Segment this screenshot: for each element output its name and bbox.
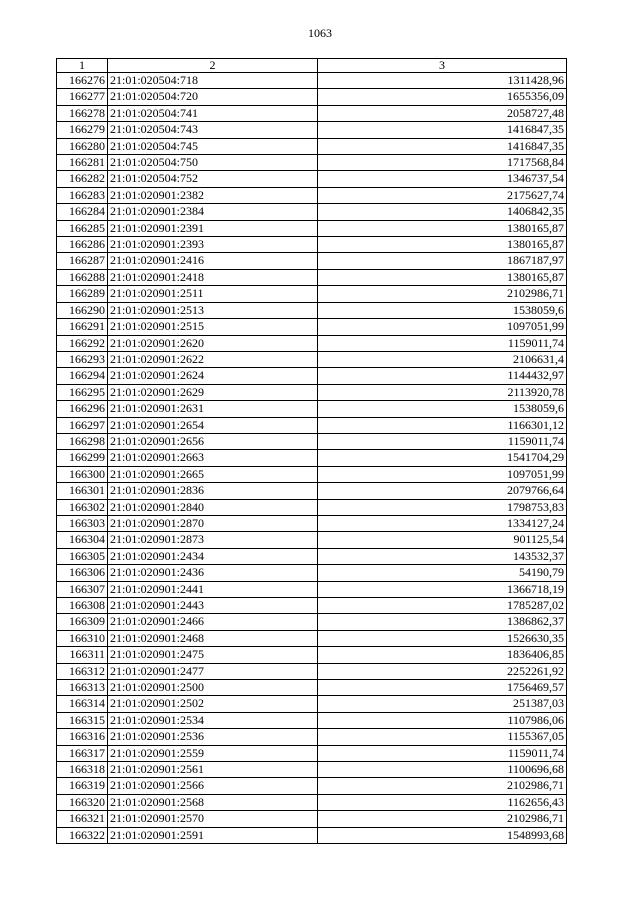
cadastral-number-cell: 21:01:020901:2434 bbox=[108, 548, 318, 564]
table-row bbox=[57, 827, 567, 843]
cadastral-number-cell: 21:01:020901:2466 bbox=[108, 614, 318, 630]
cadastral-value-cell: 1541704,29 bbox=[318, 450, 567, 466]
row-number-cell: 166302 bbox=[57, 499, 108, 515]
row-number-cell: 166310 bbox=[57, 630, 108, 646]
cadastral-value-cell: 2102986,71 bbox=[318, 286, 567, 302]
cadastral-number-cell: 21:01:020901:2393 bbox=[108, 237, 318, 253]
cadastral-value-cell: 2102986,71 bbox=[318, 811, 567, 827]
cadastral-number-cell: 21:01:020901:2418 bbox=[108, 269, 318, 285]
table-row bbox=[57, 351, 567, 367]
table-row bbox=[57, 155, 567, 171]
row-number-cell: 166293 bbox=[57, 351, 108, 367]
row-number-cell: 166292 bbox=[57, 335, 108, 351]
cadastral-number-cell: 21:01:020901:2441 bbox=[108, 581, 318, 597]
cadastral-value-cell: 1416847,35 bbox=[318, 122, 567, 138]
cadastral-number-cell: 21:01:020901:2656 bbox=[108, 433, 318, 449]
cadastral-value-cell: 1785287,02 bbox=[318, 598, 567, 614]
cadastral-value-cell: 1346737,54 bbox=[318, 171, 567, 187]
row-number-cell: 166281 bbox=[57, 155, 108, 171]
cadastral-value-cell: 1655356,09 bbox=[318, 89, 567, 105]
cadastral-value-cell: 1366718,19 bbox=[318, 581, 567, 597]
cadastral-number-cell: 21:01:020901:2665 bbox=[108, 466, 318, 482]
table-row bbox=[57, 565, 567, 581]
page-number: 1063 bbox=[308, 26, 332, 40]
cadastral-number-cell: 21:01:020901:2663 bbox=[108, 450, 318, 466]
table-row bbox=[57, 794, 567, 810]
row-number-cell: 166321 bbox=[57, 811, 108, 827]
table-row bbox=[57, 548, 567, 564]
cadastral-number-cell: 21:01:020504:750 bbox=[108, 155, 318, 171]
cadastral-value-cell: 1867187,97 bbox=[318, 253, 567, 269]
cadastral-value-cell: 2113920,78 bbox=[318, 384, 567, 400]
cadastral-value-cell: 2102986,71 bbox=[318, 778, 567, 794]
cadastral-number-cell: 21:01:020901:2443 bbox=[108, 598, 318, 614]
table-row bbox=[57, 680, 567, 696]
table-row bbox=[57, 614, 567, 630]
row-number-cell: 166296 bbox=[57, 401, 108, 417]
cadastral-number-cell: 21:01:020901:2873 bbox=[108, 532, 318, 548]
cadastral-value-cell: 901125,54 bbox=[318, 532, 567, 548]
table-row bbox=[57, 253, 567, 269]
table-row bbox=[57, 729, 567, 745]
row-number-cell: 166306 bbox=[57, 565, 108, 581]
row-number-cell: 166307 bbox=[57, 581, 108, 597]
cadastral-number-cell: 21:01:020901:2391 bbox=[108, 220, 318, 236]
table-row bbox=[57, 401, 567, 417]
cadastral-number-cell: 21:01:020504:741 bbox=[108, 105, 318, 121]
cadastral-value-cell: 2106631,4 bbox=[318, 351, 567, 367]
row-number-cell: 166283 bbox=[57, 187, 108, 203]
cadastral-value-cell: 1159011,74 bbox=[318, 745, 567, 761]
cadastral-value-cell: 2058727,48 bbox=[318, 105, 567, 121]
cadastral-value-cell: 1538059,6 bbox=[318, 401, 567, 417]
row-number-cell: 166305 bbox=[57, 548, 108, 564]
row-number-cell: 166308 bbox=[57, 598, 108, 614]
table-row bbox=[57, 171, 567, 187]
cadastral-number-cell: 21:01:020901:2382 bbox=[108, 187, 318, 203]
cadastral-number-cell: 21:01:020504:745 bbox=[108, 138, 318, 154]
row-number-cell: 166294 bbox=[57, 368, 108, 384]
row-number-cell: 166288 bbox=[57, 269, 108, 285]
cadastral-value-cell: 1798753,83 bbox=[318, 499, 567, 515]
cadastral-value-cell: 251387,03 bbox=[318, 696, 567, 712]
row-number-cell: 166284 bbox=[57, 204, 108, 220]
cadastral-value-cell: 1717568,84 bbox=[318, 155, 567, 171]
column-header-2: 2 bbox=[108, 59, 318, 73]
cadastral-value-cell: 1836406,85 bbox=[318, 647, 567, 663]
table-row bbox=[57, 515, 567, 531]
cadastral-number-cell: 21:01:020901:2631 bbox=[108, 401, 318, 417]
cadastral-value-cell: 1107986,06 bbox=[318, 712, 567, 728]
table-row bbox=[57, 368, 567, 384]
cadastral-value-cell: 2175627,74 bbox=[318, 187, 567, 203]
table-row bbox=[57, 417, 567, 433]
row-number-cell: 166295 bbox=[57, 384, 108, 400]
cadastral-number-cell: 21:01:020901:2622 bbox=[108, 351, 318, 367]
table-row bbox=[57, 532, 567, 548]
table-row bbox=[57, 204, 567, 220]
row-number-cell: 166280 bbox=[57, 138, 108, 154]
table-row bbox=[57, 286, 567, 302]
cadastral-number-cell: 21:01:020901:2416 bbox=[108, 253, 318, 269]
cadastral-number-cell: 21:01:020504:752 bbox=[108, 171, 318, 187]
cadastral-value-cell: 1159011,74 bbox=[318, 335, 567, 351]
row-number-cell: 166282 bbox=[57, 171, 108, 187]
table-row bbox=[57, 745, 567, 761]
cadastral-number-cell: 21:01:020901:2515 bbox=[108, 319, 318, 335]
table-row bbox=[57, 778, 567, 794]
cadastral-value-cell: 1097051,99 bbox=[318, 319, 567, 335]
table-row bbox=[57, 269, 567, 285]
table-row bbox=[57, 138, 567, 154]
table-row bbox=[57, 122, 567, 138]
row-number-cell: 166286 bbox=[57, 237, 108, 253]
table-row bbox=[57, 73, 567, 89]
cadastral-number-cell: 21:01:020901:2570 bbox=[108, 811, 318, 827]
row-number-cell: 166320 bbox=[57, 794, 108, 810]
row-number-cell: 166317 bbox=[57, 745, 108, 761]
cadastral-number-cell: 21:01:020901:2534 bbox=[108, 712, 318, 728]
cadastral-number-cell: 21:01:020901:2511 bbox=[108, 286, 318, 302]
cadastral-value-cell: 1526630,35 bbox=[318, 630, 567, 646]
table-header-row bbox=[57, 59, 567, 73]
table-row bbox=[57, 581, 567, 597]
cadastral-number-cell: 21:01:020901:2591 bbox=[108, 827, 318, 843]
row-number-cell: 166285 bbox=[57, 220, 108, 236]
cadastral-number-cell: 21:01:020901:2468 bbox=[108, 630, 318, 646]
column-header-1: 1 bbox=[57, 59, 108, 73]
cadastral-value-cell: 1097051,99 bbox=[318, 466, 567, 482]
cadastral-number-cell: 21:01:020901:2870 bbox=[108, 515, 318, 531]
cadastral-value-cell: 1334127,24 bbox=[318, 515, 567, 531]
table-row bbox=[57, 499, 567, 515]
cadastral-number-cell: 21:01:020901:2840 bbox=[108, 499, 318, 515]
table-row bbox=[57, 335, 567, 351]
cadastral-value-cell: 1756469,57 bbox=[318, 680, 567, 696]
table-row bbox=[57, 696, 567, 712]
cadastral-value-cell: 1380165,87 bbox=[318, 220, 567, 236]
table-row bbox=[57, 483, 567, 499]
table-row bbox=[57, 630, 567, 646]
cadastral-number-cell: 21:01:020901:2561 bbox=[108, 762, 318, 778]
row-number-cell: 166312 bbox=[57, 663, 108, 679]
row-number-cell: 166301 bbox=[57, 483, 108, 499]
table-row bbox=[57, 384, 567, 400]
row-number-cell: 166298 bbox=[57, 433, 108, 449]
table-body bbox=[57, 73, 567, 844]
cadastral-value-cell: 1166301,12 bbox=[318, 417, 567, 433]
cadastral-number-cell: 21:01:020901:2568 bbox=[108, 794, 318, 810]
cadastral-value-cell: 1100696,68 bbox=[318, 762, 567, 778]
cadastral-number-cell: 21:01:020901:2436 bbox=[108, 565, 318, 581]
table-row bbox=[57, 302, 567, 318]
row-number-cell: 166322 bbox=[57, 827, 108, 843]
row-number-cell: 166276 bbox=[57, 73, 108, 89]
cadastral-number-cell: 21:01:020901:2566 bbox=[108, 778, 318, 794]
table-row bbox=[57, 187, 567, 203]
cadastral-number-cell: 21:01:020504:720 bbox=[108, 89, 318, 105]
cadastral-number-cell: 21:01:020504:743 bbox=[108, 122, 318, 138]
cadastral-value-cell: 1548993,68 bbox=[318, 827, 567, 843]
row-number-cell: 166299 bbox=[57, 450, 108, 466]
cadastral-value-cell: 1406842,35 bbox=[318, 204, 567, 220]
cadastral-number-cell: 21:01:020901:2500 bbox=[108, 680, 318, 696]
cadastral-value-cell: 143532,37 bbox=[318, 548, 567, 564]
cadastral-number-cell: 21:01:020901:2477 bbox=[108, 663, 318, 679]
cadastral-number-cell: 21:01:020901:2559 bbox=[108, 745, 318, 761]
cadastral-value-cell: 2252261,92 bbox=[318, 663, 567, 679]
cadastral-number-cell: 21:01:020901:2384 bbox=[108, 204, 318, 220]
table-row bbox=[57, 89, 567, 105]
row-number-cell: 166287 bbox=[57, 253, 108, 269]
row-number-cell: 166290 bbox=[57, 302, 108, 318]
cadastral-number-cell: 21:01:020901:2624 bbox=[108, 368, 318, 384]
table-row bbox=[57, 811, 567, 827]
row-number-cell: 166314 bbox=[57, 696, 108, 712]
row-number-cell: 166311 bbox=[57, 647, 108, 663]
cadastral-value-cell: 1416847,35 bbox=[318, 138, 567, 154]
row-number-cell: 166303 bbox=[57, 515, 108, 531]
cadastral-value-cell: 54190,79 bbox=[318, 565, 567, 581]
row-number-cell: 166316 bbox=[57, 729, 108, 745]
table-row bbox=[57, 466, 567, 482]
table-row bbox=[57, 105, 567, 121]
table-row bbox=[57, 220, 567, 236]
cadastral-value-cell: 1538059,6 bbox=[318, 302, 567, 318]
cadastral-value-cell: 1144432,97 bbox=[318, 368, 567, 384]
row-number-cell: 166277 bbox=[57, 89, 108, 105]
cadastral-number-cell: 21:01:020504:718 bbox=[108, 73, 318, 89]
table-row bbox=[57, 762, 567, 778]
row-number-cell: 166313 bbox=[57, 680, 108, 696]
cadastral-number-cell: 21:01:020901:2513 bbox=[108, 302, 318, 318]
row-number-cell: 166291 bbox=[57, 319, 108, 335]
cadastral-number-cell: 21:01:020901:2654 bbox=[108, 417, 318, 433]
row-number-cell: 166289 bbox=[57, 286, 108, 302]
row-number-cell: 166297 bbox=[57, 417, 108, 433]
table-row bbox=[57, 647, 567, 663]
cadastral-value-cell: 2079766,64 bbox=[318, 483, 567, 499]
table-row bbox=[57, 598, 567, 614]
row-number-cell: 166304 bbox=[57, 532, 108, 548]
cadastral-value-cell: 1311428,96 bbox=[318, 73, 567, 89]
table-row bbox=[57, 237, 567, 253]
table-row bbox=[57, 433, 567, 449]
cadastral-value-cell: 1386862,37 bbox=[318, 614, 567, 630]
table-row bbox=[57, 712, 567, 728]
row-number-cell: 166300 bbox=[57, 466, 108, 482]
row-number-cell: 166309 bbox=[57, 614, 108, 630]
cadastral-value-cell: 1380165,87 bbox=[318, 269, 567, 285]
cadastral-number-cell: 21:01:020901:2475 bbox=[108, 647, 318, 663]
cadastral-value-cell: 1162656,43 bbox=[318, 794, 567, 810]
cadastral-number-cell: 21:01:020901:2536 bbox=[108, 729, 318, 745]
row-number-cell: 166319 bbox=[57, 778, 108, 794]
row-number-cell: 166279 bbox=[57, 122, 108, 138]
table-row bbox=[57, 663, 567, 679]
cadastral-number-cell: 21:01:020901:2629 bbox=[108, 384, 318, 400]
cadastral-value-cell: 1155367,05 bbox=[318, 729, 567, 745]
table-row bbox=[57, 319, 567, 335]
row-number-cell: 166318 bbox=[57, 762, 108, 778]
cadastral-number-cell: 21:01:020901:2502 bbox=[108, 696, 318, 712]
cadastral-number-cell: 21:01:020901:2620 bbox=[108, 335, 318, 351]
column-header-3: 3 bbox=[318, 59, 567, 73]
cadastral-value-cell: 1380165,87 bbox=[318, 237, 567, 253]
cadastral-value-table bbox=[56, 58, 567, 844]
cadastral-number-cell: 21:01:020901:2836 bbox=[108, 483, 318, 499]
row-number-cell: 166315 bbox=[57, 712, 108, 728]
row-number-cell: 166278 bbox=[57, 105, 108, 121]
table-row bbox=[57, 450, 567, 466]
cadastral-value-cell: 1159011,74 bbox=[318, 433, 567, 449]
